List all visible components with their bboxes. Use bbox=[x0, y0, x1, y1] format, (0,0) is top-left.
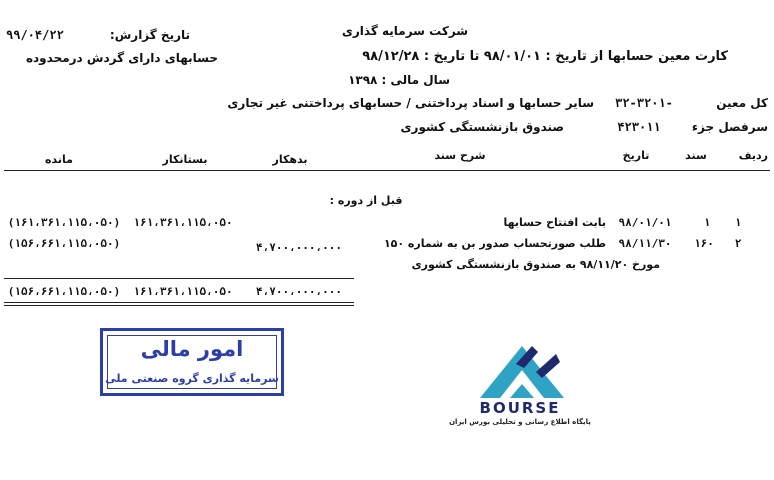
cell-credit: ۱۶۱،۳۶۱،۱۱۵،۰۵۰ bbox=[133, 216, 233, 229]
col-header-balance: مانده bbox=[45, 153, 73, 166]
total-credit: ۱۶۱،۳۶۱،۱۱۵،۰۵۰ bbox=[133, 285, 233, 298]
fiscal-year: سال مالی : ۱۳۹۸ bbox=[348, 73, 450, 87]
detail-ledger-title: صندوق بازنشستگی کشوری bbox=[400, 120, 564, 134]
cell-row: ۲ bbox=[734, 237, 742, 250]
finance-stamp bbox=[100, 328, 284, 396]
bourse-wordmark: BOURSE bbox=[479, 399, 561, 417]
col-header-description: شرح سند bbox=[434, 149, 486, 162]
col-header-doc: سند bbox=[685, 149, 707, 162]
detail-ledger-label: سرفصل جزء bbox=[691, 120, 768, 134]
header-rule bbox=[4, 170, 770, 171]
report-date-label: تاریخ گزارش: bbox=[109, 28, 190, 42]
cell-balance: (۱۵۶،۶۶۱،۱۱۵،۰۵۰) bbox=[7, 237, 121, 250]
total-balance: (۱۵۶،۶۶۱،۱۱۵،۰۵۰) bbox=[7, 285, 121, 298]
cell-description: بابت افتتاح حسابها bbox=[503, 216, 606, 229]
general-ledger-title: سایر حسابها و اسناد پرداختنی / حسابهای پرداختنی غیر تجاری bbox=[227, 96, 594, 110]
total-debit: ۴،۷۰۰،۰۰۰،۰۰۰ bbox=[255, 285, 343, 298]
detail-ledger-code: ۴۲۳۰۱۱ bbox=[617, 120, 661, 134]
company-name: شرکت سرمایه گذاری bbox=[341, 24, 469, 38]
totals-rule-top bbox=[4, 278, 354, 279]
cell-balance: (۱۶۱،۳۶۱،۱۱۵،۰۵۰) bbox=[7, 216, 121, 229]
general-ledger-label: کل معین bbox=[716, 96, 768, 110]
totals-rule-bottom-1 bbox=[4, 302, 354, 303]
cell-row: ۱ bbox=[734, 216, 742, 229]
cell-doc: ۱۶۰ bbox=[694, 237, 714, 250]
section-label: قبل از دوره : bbox=[329, 194, 403, 207]
totals-rule-bottom-2 bbox=[4, 305, 354, 306]
stamp-subtitle: سرمایه گذاری گروه صنعتی ملی bbox=[105, 372, 279, 385]
cell-date: ۹۸/۱۱/۳۰ bbox=[618, 237, 672, 250]
accounts-scope: حسابهای دارای گردش درمحدوده bbox=[25, 51, 218, 65]
cell-date: ۹۸/۰۱/۰۱ bbox=[618, 216, 672, 229]
cell-description: طلب صورتحساب صدور بن به شماره ۱۵۰ bbox=[383, 237, 606, 250]
col-header-date: تاریخ bbox=[622, 149, 650, 162]
report-date: ۹۹/۰۴/۲۲ bbox=[6, 28, 64, 42]
report-title: کارت معین حسابها از تاریخ : ۹۸/۰۱/۰۱ تا تاریخ : ۹۸/۱۲/۲۸ bbox=[362, 49, 728, 64]
general-ledger-code: ۳۲-۳۲۰۱- bbox=[615, 96, 673, 110]
cell-description-continued: مورخ ۹۸/۱۱/۲۰ به صندوق بازنشستگی کشوری bbox=[411, 258, 660, 271]
cell-doc: ۱ bbox=[703, 216, 711, 229]
bourse-tagline: پایگاه اطلاع رسانی و تحلیلی بورس ایران bbox=[449, 418, 591, 426]
stamp-title: امور مالی bbox=[140, 337, 244, 361]
col-header-debit: بدهکار bbox=[272, 153, 308, 166]
cell-debit: ۴،۷۰۰،۰۰۰،۰۰۰ bbox=[255, 241, 343, 254]
col-header-credit: بستانکار bbox=[162, 153, 208, 166]
col-header-row: ردیف bbox=[738, 149, 768, 162]
